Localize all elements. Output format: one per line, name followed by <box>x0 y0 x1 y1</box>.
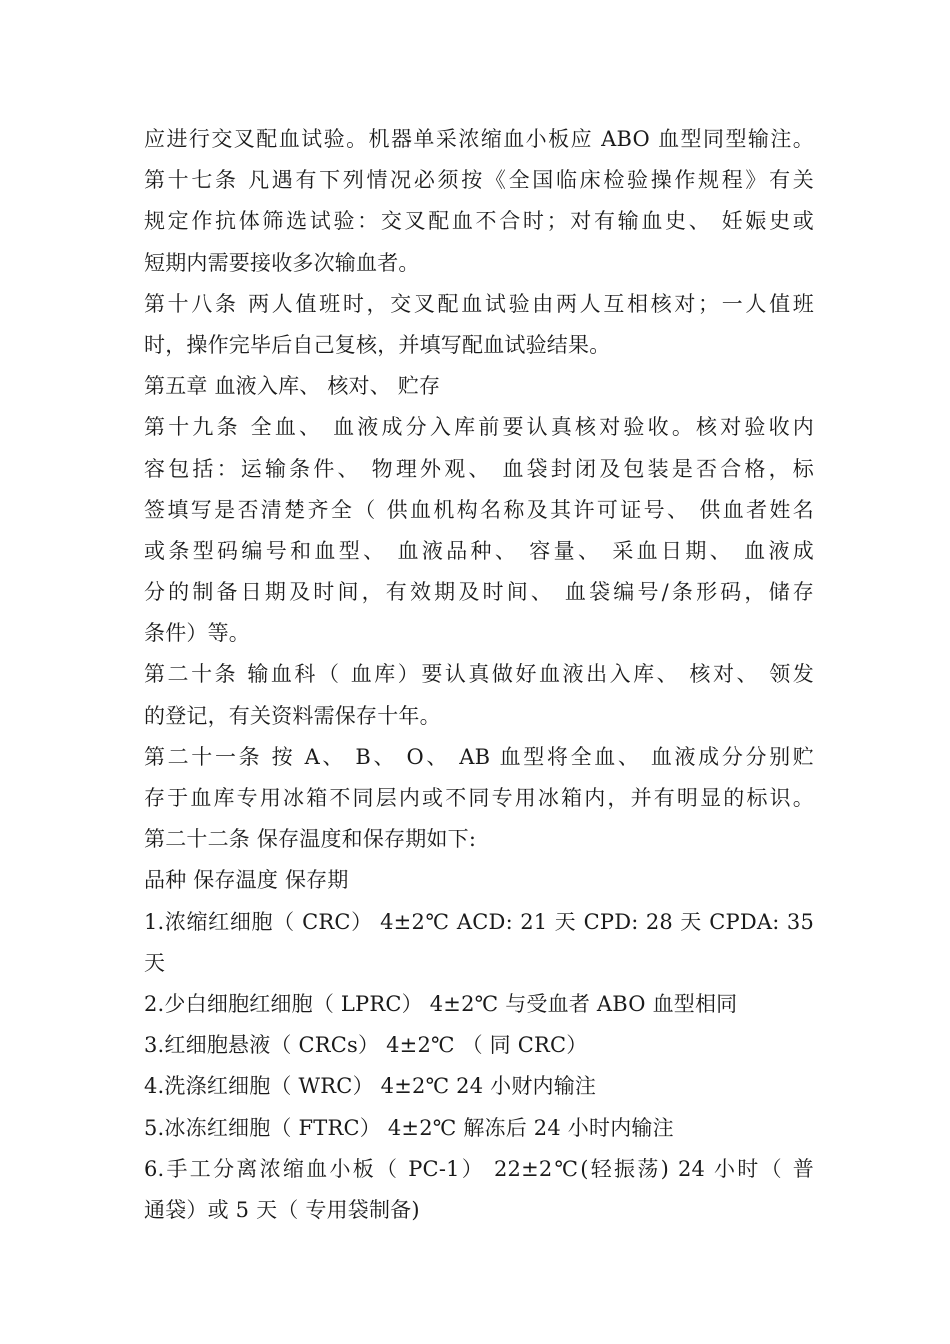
list-item: 2.少白细胞红细胞（ LPRC） 4±2℃ 与受血者 ABO 血型相同 <box>144 991 738 1016</box>
text-line: 规定作抗体筛选试验：交叉配血不合时；对有输血史、 妊娠史或 <box>144 209 814 234</box>
text-line: 应进行交叉配血试验。机器单采浓缩血小板应 ABO 血型同型输注。 <box>144 127 814 151</box>
text-line: 时，操作完毕后自己复核，并填写配血试验结果。 <box>144 332 611 357</box>
list-item: 6.手工分离浓缩血小板（ PC-1） 22±2℃(轻振荡) 24 小时（ 普 <box>144 1156 814 1181</box>
text-line: 存于血库专用冰箱不同层内或不同专用冰箱内，并有明显的标识。 <box>144 786 814 810</box>
text-line: 第十九条 全血、 血液成分入库前要认真核对验收。核对验收内 <box>144 415 814 440</box>
text-line: 或条型码编号和血型、 血液品种、 容量、 采血日期、 血液成 <box>144 538 814 563</box>
list-item: 1.浓缩红细胞（ CRC） 4±2℃ ACD: 21 天 CPD: 28 天 CPDA: 35 <box>144 909 814 934</box>
text-line: 通袋）或 5 天（ 专用袋制备) <box>144 1197 420 1222</box>
chapter-heading: 第五章 血液入库、 核对、 贮存 <box>144 374 441 399</box>
list-item: 4.洗涤红细胞（ WRC） 4±2℃ 24 小财内输注 <box>144 1074 597 1099</box>
text-line: 第十七条 凡遇有下列情况必须按《全国临床检验操作规程》有关 <box>144 168 814 193</box>
text-line: 的登记，有关资料需保存十年。 <box>144 703 441 728</box>
text-line: 第二十二条 保存温度和保存期如下: <box>144 827 477 852</box>
text-line: 签填写是否清楚齐全（ 供血机构名称及其许可证号、 供血者姓名 <box>144 497 814 522</box>
text-line: 天 <box>144 950 166 975</box>
body-text <box>144 119 814 1231</box>
text-line: 第十八条 两人值班时，交叉配血试验由两人互相核对；一人值班 <box>144 291 814 316</box>
text-line: 分的制备日期及时间，有效期及时间、 血袋编号/条形码，储存 <box>144 580 814 605</box>
text-line: 第二十条 输血科（ 血库）要认真做好血液出入库、 核对、 领发 <box>144 662 814 687</box>
list-item: 3.红细胞悬液（ CRCs） 4±2℃ （ 同 CRC） <box>144 1033 588 1058</box>
text-line: 容包括：运输条件、 物理外观、 血袋封闭及包装是否合格，标 <box>144 456 814 481</box>
text-line: 短期内需要接收多次输血者。 <box>144 250 420 275</box>
text-line: 条件）等。 <box>144 621 250 646</box>
text-line: 第二十一条 按 A、 B、 O、 AB 血型将全血、 血液成分分别贮 <box>144 744 814 769</box>
table-header-line: 品种 保存温度 保存期 <box>144 868 349 893</box>
list-item: 5.冰冻红细胞（ FTRC） 4±2℃ 解冻后 24 小时内输注 <box>144 1115 674 1140</box>
